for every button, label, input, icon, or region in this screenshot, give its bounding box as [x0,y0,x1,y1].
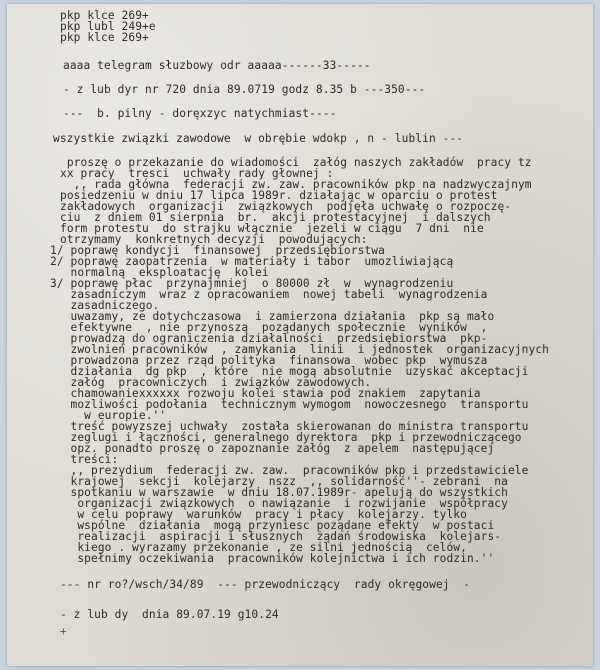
sent-timestamp: - z lub dy dnia 89.07.19 g10.24 [60,608,279,621]
body-line: otrzymamy konkretnych decyzji powodujących: [60,233,368,246]
body-line: chamowaniexxxxxx rozwoju kolei stawia pod znakiem zapytania [50,387,481,400]
demand-3: 3/ poprawę płac przynajmniej o 80000 zł w wynagrodzeniu [50,277,454,290]
recipients-line: wszystkie związki zawodowe w obrębie wdokp , n - lublin --- [53,132,464,145]
header-address-2: pkp lubl 249+e [60,20,156,33]
appeal-line: wspólne działania mogą przyniesc poządane efekty w postaci [50,519,495,532]
body-line: opz. ponadto proszę o zapoznanie załóg z apelem następującej [50,442,495,455]
body-line: treści: [50,453,119,466]
end-mark: + [60,625,67,638]
body-line: zakładowych organizacji związkowych podjęła uchwałę o rozpoczę- [60,200,512,213]
telegram-paper [7,4,593,666]
body-line: ,, rada główna federacji zw. zaw. pracowników pkp na nadzwyczajnym [60,178,532,191]
appeal-line: organizacji związkowych o nawiązanie i rozwijanie współpracy [50,497,508,510]
body-line: form protestu do strajku włącznie jezeli w ciągu 7 dni nie [60,222,484,235]
body-line: uwazamy, ze dotychczasowa i zamierzona działania pkp są mało [50,310,495,323]
header-address-3: pkp klce 269+ [60,31,149,44]
signature-line: --- nr ro?/wsch/34/89 --- przewodniczący rady okręgowej - [60,578,471,591]
body-line: w europie.'' [50,409,167,422]
header-address-1: pkp klce 269+ [60,9,149,22]
body-line: działania dg pkp , które nie mogą absolutnie uzyskać akceptacji [50,365,529,378]
body-line: prowadzą do ograniczenia działalności przedsiębiorstwa pkp- [50,332,488,345]
body-line: zwolnień pracowników , zamykania linii i jednostek organizacyjnych [50,343,549,356]
demand-1: 1/ poprawę kondycji finansowej przedsiębiorstwa [50,244,385,257]
demand-2-cont: normalną eksploatację kolei [50,266,269,279]
body-line: posiedzeniu w dniu 17 lipca 1989r. działając w oparciu o protest [60,189,498,202]
appeal-line: spełnimy oczekiwania pracowników kolejnictwa i ich rodzin.'' [50,552,495,565]
demand-2: 2/ poprawę zaopatrzenia w materiały i tabor umozliwiającą [50,255,454,268]
body-line: mozliwości podołania technicznym wymogom nowoczesnego transportu [50,398,529,411]
demand-3-cont: zasadniczym wraz z opracowaniem nowej tabeli wynagrodzenia [50,288,488,301]
appeal-line: kiego . wyrazamy przekonanie , ze silni jednością celów, [50,541,467,554]
appeal-line: ,, prezydium federacji zw. zaw. pracowników pkp i przedstawiciele [50,464,529,477]
telegram-reference: - z lub dyr nr 720 dnia 89.0719 godz 8.35 b ---350--- [63,83,426,96]
appeal-line: krajowej sekcji kolejarzy nszz ,, solidarność''- zebrani na [50,475,508,488]
priority-note: --- b. pilny - doręxzyc natychmiast---- [63,107,337,120]
appeal-line: spotkaniu w warszawie w dniu 18.07.1989r- apelują do wszystkich [50,486,508,499]
body-line: treść powyzszej uchwały została skierowanan do ministra transportu [50,420,529,433]
appeal-line: realizacji aspiracji i słusznych żądań środowiska kolejars- [50,530,502,543]
body-line: xx pracy tresci uchwały rady głownej : [60,167,334,180]
body-line: ciu z dniem 01 sierpnia br. akcji protestacyjnej i dalszych [60,211,491,224]
telegram-heading: aaaa telegram słuzbowy odr aaaaa------33----- [63,59,371,72]
demand-3-cont: zasadniczego. [50,299,160,312]
body-line: zeglugi i łączności, generalnego dyrektora pkp i przewodniczącego [50,431,522,444]
body-line: prowadzona przez rząd polityka finansowa wobec pkp wymusza [50,354,488,367]
appeal-line: w celu poprawy warunków pracy i płacy kolejarzy. tylko [50,508,467,521]
body-line: proszę o przekazanie do wiadomości załóg naszych zakładów pracy tz [60,156,532,169]
body-line: efektywne , nie przynoszą poządanych społecznie wyników , [50,321,488,334]
body-line: załóg pracowniczych i związków zawodowych. [50,376,372,389]
